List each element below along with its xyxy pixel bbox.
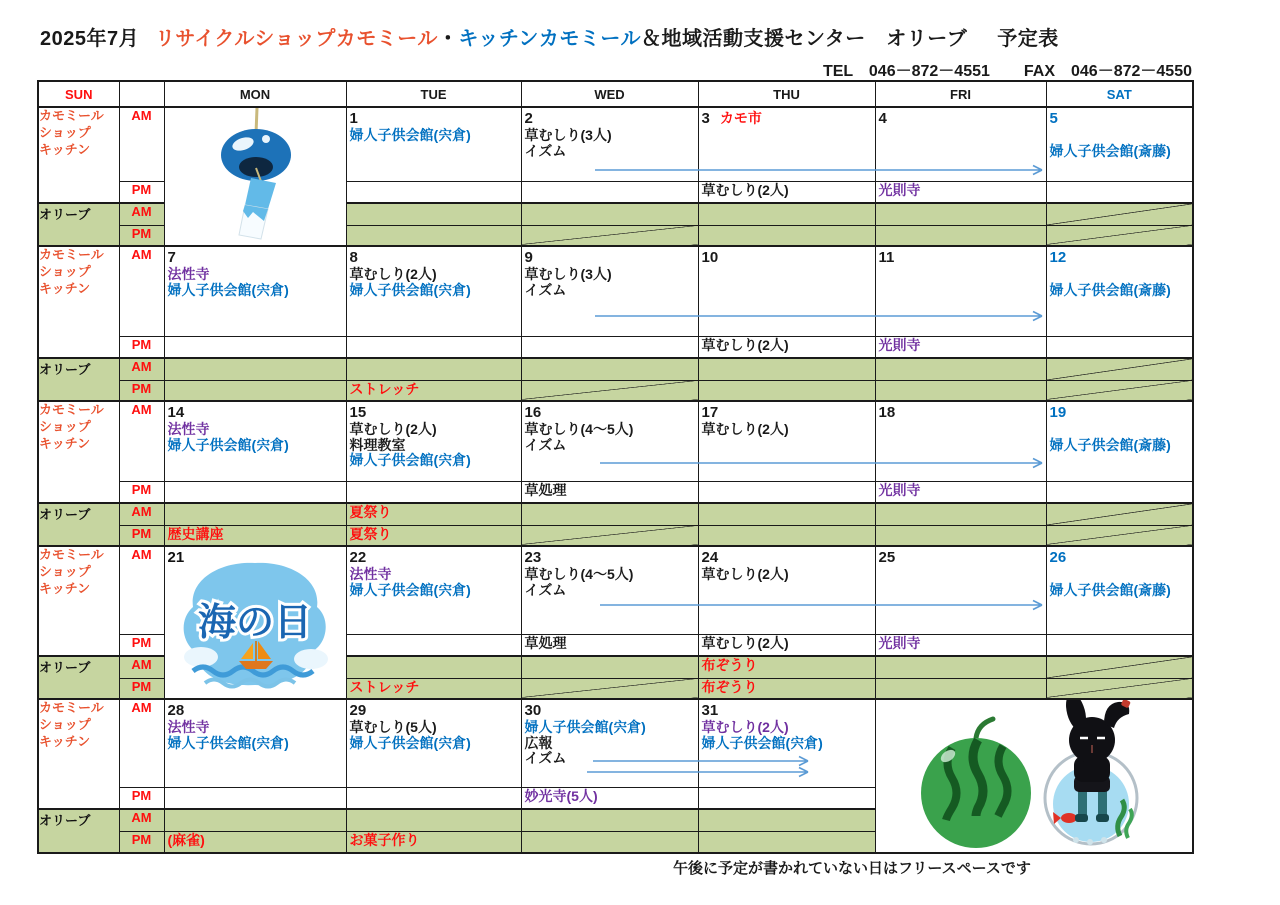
cell-day-30-olive-am: [521, 809, 698, 831]
event-text: 歴史講座: [167, 525, 224, 542]
ampm-label: PM: [119, 181, 164, 203]
day-number: 9: [524, 249, 533, 266]
day-number: 21: [167, 549, 185, 566]
day-number: 1: [349, 110, 358, 127]
day-number: 10: [701, 249, 719, 266]
ampm-label: PM: [119, 225, 164, 246]
title-kitchen-name: キッチンカモミール: [458, 28, 642, 50]
calendar-row: [38, 525, 1193, 546]
event-text: 婦人子供会館(宍倉): [167, 436, 289, 453]
cell-day-12-olive-pm: [1046, 380, 1193, 401]
day-number: 5: [1049, 110, 1058, 127]
event-text: イズム: [524, 142, 567, 159]
event-text: 草むしり(2人): [701, 719, 789, 735]
ampm-label: AM: [119, 203, 164, 225]
cell-day-1-olive-am: [346, 203, 521, 225]
weekday-header-thu: THU: [698, 81, 875, 107]
cell-day-23-am: [521, 546, 698, 634]
event-text: 婦人子供会館(斎藤): [1049, 581, 1171, 598]
cell-day-22-pm: [346, 634, 521, 656]
calendar-row: [38, 481, 1193, 503]
cell-day-5-am: [1046, 107, 1193, 181]
event-text: [1047, 422, 1193, 438]
event-text: お菓子作り: [349, 831, 420, 848]
day-number: 7: [167, 249, 176, 266]
cell-day-3-olive-pm: [698, 225, 875, 246]
event-text: 婦人子供会館(宍倉): [524, 719, 646, 735]
event-text: 草むしり(2人): [701, 336, 789, 353]
event-text: 婦人子供会館(宍倉): [349, 581, 471, 598]
cell-day-18-olive-am: [875, 503, 1046, 525]
cell-day-29-am: [346, 699, 521, 787]
cell-day-1-pm: [346, 181, 521, 203]
event-text: [1047, 128, 1193, 144]
cell-day-28-olive-pm: [164, 831, 346, 853]
cell-day-25-olive-am: [875, 656, 1046, 678]
cell-day-30-olive-pm: [521, 831, 698, 853]
event-text: 草むしり(2人): [701, 634, 789, 651]
ampm-label: PM: [119, 678, 164, 699]
event-text: ストレッチ: [349, 678, 420, 695]
cell-day-2-olive-pm: [521, 225, 698, 246]
svg-text:海の日: 海の日: [197, 602, 313, 644]
cell-day-19-am: [1046, 401, 1193, 481]
event-text: 草むしり(4～5人): [524, 421, 634, 437]
wind-chime-illustration: [164, 107, 346, 246]
cell-day-14-olive-pm: [164, 525, 346, 546]
page-title: [40, 22, 1059, 51]
event-text: 草処理: [524, 481, 567, 498]
event-text: 光則寺: [878, 181, 921, 198]
row-label-olive: オリーブ: [38, 203, 119, 246]
cell-day-31-olive-am: [698, 809, 875, 831]
cell-day-11-am: [875, 246, 1046, 336]
event-text: 法性寺: [349, 566, 392, 582]
day-number: 3 カモ市: [701, 110, 762, 127]
event-text: 布ぞうり: [701, 657, 758, 673]
event-text: 法性寺: [167, 719, 210, 735]
cell-day-18-olive-pm: [875, 525, 1046, 546]
cell-day-25-pm: [875, 634, 1046, 656]
cell-day-29-olive-pm: [346, 831, 521, 853]
cell-day-16-olive-am: [521, 503, 698, 525]
event-text: 婦人子供会館(宍倉): [349, 127, 471, 143]
summer-rabbit-watermelon-illustration: [875, 699, 1193, 853]
cell-day-14-olive-am: [164, 503, 346, 525]
ampm-label: AM: [119, 809, 164, 831]
event-text: 婦人子供会館(宍倉): [349, 452, 471, 468]
event-text: イズム: [524, 436, 567, 453]
cell-day-29-pm: [346, 787, 521, 809]
cell-day-16-olive-pm: [521, 525, 698, 546]
cell-day-7-olive-am: [164, 358, 346, 380]
event-text: ストレッチ: [349, 380, 420, 397]
event-text: 布ぞうり: [701, 678, 758, 695]
weekday-header-ampm-col: [119, 81, 164, 107]
event-text: イズム: [524, 750, 567, 766]
fax-number: FAX 046－872－4550: [1023, 63, 1192, 80]
cell-day-23-olive-pm: [521, 678, 698, 699]
cell-day-26-am: [1046, 546, 1193, 634]
day-number: 30: [524, 702, 542, 719]
cell-day-8-olive-pm: [346, 380, 521, 401]
event-text: 草むしり(3人): [524, 266, 612, 282]
event-text: 婦人子供会館(宍倉): [167, 281, 289, 298]
cell-day-24-olive-am: [698, 656, 875, 678]
weekday-header-mon: MON: [164, 81, 346, 107]
cell-day-8-pm: [346, 336, 521, 358]
row-label-olive: オリーブ: [38, 809, 119, 853]
event-text: 光則寺: [878, 481, 921, 498]
ampm-label: AM: [119, 358, 164, 380]
cell-day-8-am: [346, 246, 521, 336]
event-text: 夏祭り: [349, 504, 392, 520]
cell-day-7-olive-pm: [164, 380, 346, 401]
cell-day-22-am: [346, 546, 521, 634]
cell-day-2-pm: [521, 181, 698, 203]
event-text: 草むしり(2人): [701, 181, 789, 198]
cell-day-15-olive-am: [346, 503, 521, 525]
cell-day-16-am: [521, 401, 698, 481]
ampm-label: AM: [119, 656, 164, 678]
cell-day-30-am: [521, 699, 698, 787]
event-text: イズム: [524, 581, 567, 598]
ampm-label: AM: [119, 546, 164, 634]
cell-day-18-am: [875, 401, 1046, 481]
ampm-label: PM: [119, 525, 164, 546]
event-text: 婦人子供会館(斎藤): [1049, 436, 1171, 453]
cell-day-10-pm: [698, 336, 875, 358]
row-label-chamomile-shop-kitchen: カモミール ショップ キッチン: [38, 401, 119, 503]
event-text: 婦人子供会館(宍倉): [167, 734, 289, 751]
cell-day-23-pm: [521, 634, 698, 656]
calendar-row: [38, 546, 1193, 634]
cell-day-26-pm: [1046, 634, 1193, 656]
row-label-chamomile-shop-kitchen: カモミール ショップ キッチン: [38, 546, 119, 656]
cell-day-26-olive-am: [1046, 656, 1193, 678]
row-label-chamomile-shop-kitchen: カモミール ショップ キッチン: [38, 699, 119, 809]
cell-day-5-pm: [1046, 181, 1193, 203]
calendar-row: [38, 401, 1193, 481]
event-text: 妙光寺(5人): [524, 787, 598, 804]
calendar-row: [38, 246, 1193, 336]
cell-day-4-pm: [875, 181, 1046, 203]
cell-day-14-am: [164, 401, 346, 481]
day-number: 4: [878, 110, 887, 127]
cell-day-29-olive-am: [346, 809, 521, 831]
marine-day-illustration: [164, 546, 346, 699]
event-text: 夏祭り: [349, 525, 392, 542]
marine-day-icon: [165, 547, 345, 698]
cell-day-12-pm: [1046, 336, 1193, 358]
cell-day-19-olive-pm: [1046, 525, 1193, 546]
day-number: 8: [349, 249, 358, 266]
calendar-row: [38, 358, 1193, 380]
event-text: 婦人子供会館(宍倉): [349, 734, 471, 751]
row-label-chamomile-shop-kitchen: カモミール ショップ キッチン: [38, 246, 119, 358]
cell-day-10-am: [698, 246, 875, 336]
day-number: 23: [524, 549, 542, 566]
cell-day-12-olive-am: [1046, 358, 1193, 380]
cell-day-10-olive-am: [698, 358, 875, 380]
title-separator: ・: [437, 28, 459, 50]
cell-day-15-pm: [346, 481, 521, 503]
event-text: 草むしり(2人): [349, 421, 437, 437]
ampm-label: PM: [119, 634, 164, 656]
cell-day-22-olive-am: [346, 656, 521, 678]
calendar-row: [38, 699, 1193, 787]
cell-day-4-olive-pm: [875, 225, 1046, 246]
cell-day-9-olive-am: [521, 358, 698, 380]
cell-day-19-pm: [1046, 481, 1193, 503]
cell-day-14-pm: [164, 481, 346, 503]
cell-day-25-olive-pm: [875, 678, 1046, 699]
cell-day-17-pm: [698, 481, 875, 503]
event-text: 草むしり(2人): [701, 566, 789, 582]
cell-day-25-am: [875, 546, 1046, 634]
event-text: 草処理: [524, 634, 567, 651]
cell-day-28-olive-am: [164, 809, 346, 831]
cell-day-24-pm: [698, 634, 875, 656]
calendar-table: [37, 80, 1194, 854]
cell-day-12-am: [1046, 246, 1193, 336]
row-label-olive: オリーブ: [38, 656, 119, 699]
cell-day-30-pm: [521, 787, 698, 809]
cell-day-5-olive-am: [1046, 203, 1193, 225]
cell-day-17-am: [698, 401, 875, 481]
row-label-chamomile-shop-kitchen: カモミール ショップ キッチン: [38, 107, 119, 203]
ampm-label: AM: [119, 246, 164, 336]
event-text: 草むしり(5人): [349, 719, 437, 735]
event-text: (麻雀): [167, 831, 205, 848]
cell-day-11-pm: [875, 336, 1046, 358]
cell-day-4-olive-am: [875, 203, 1046, 225]
weekday-header-wed: WED: [521, 81, 698, 107]
cell-day-17-olive-am: [698, 503, 875, 525]
cell-day-2-olive-am: [521, 203, 698, 225]
cell-day-15-am: [346, 401, 521, 481]
day-number: 14: [167, 404, 185, 421]
calendar-row: [38, 107, 1193, 181]
ampm-label: PM: [119, 831, 164, 853]
title-center-name: ＆地域活動支援センター オリーブ: [641, 28, 968, 50]
cell-day-18-pm: [875, 481, 1046, 503]
day-number: 18: [878, 404, 896, 421]
day-number: 15: [349, 404, 367, 421]
event-text: [1047, 567, 1193, 583]
day-number: 17: [701, 404, 719, 421]
cell-day-5-olive-pm: [1046, 225, 1193, 246]
cell-day-28-am: [164, 699, 346, 787]
cell-day-24-am: [698, 546, 875, 634]
event-text: 婦人子供会館(斎藤): [1049, 142, 1171, 159]
event-text: 法性寺: [167, 421, 210, 437]
cell-day-10-olive-pm: [698, 380, 875, 401]
cell-day-17-olive-pm: [698, 525, 875, 546]
day-number-note: カモ市: [719, 110, 762, 126]
day-number: 26: [1049, 549, 1067, 566]
event-text: 料理教室: [349, 436, 406, 453]
cell-day-22-olive-pm: [346, 678, 521, 699]
cell-day-9-pm: [521, 336, 698, 358]
cell-day-23-olive-am: [521, 656, 698, 678]
event-text: 草むしり(4～5人): [524, 566, 634, 582]
event-text: イズム: [524, 281, 567, 298]
day-number: 19: [1049, 404, 1067, 421]
calendar-row: [38, 380, 1193, 401]
cell-day-31-olive-pm: [698, 831, 875, 853]
weekday-header-fri: FRI: [875, 81, 1046, 107]
event-text: 草むしり(2人): [349, 266, 437, 282]
cell-day-9-am: [521, 246, 698, 336]
cell-day-3-am: [698, 107, 875, 181]
ampm-label: AM: [119, 699, 164, 787]
day-number: 28: [167, 702, 185, 719]
weekday-header-sat: SAT: [1046, 81, 1193, 107]
cell-day-11-olive-pm: [875, 380, 1046, 401]
event-text: 光則寺: [878, 634, 921, 651]
contact-info: [823, 58, 1192, 81]
day-number: 24: [701, 549, 719, 566]
event-text: 草むしり(2人): [701, 421, 789, 437]
cell-day-31-pm: [698, 787, 875, 809]
day-number: 22: [349, 549, 367, 566]
event-text: [1047, 267, 1193, 283]
cell-day-19-olive-am: [1046, 503, 1193, 525]
title-recycle-shop-name: リサイクルショップカモミール: [155, 28, 438, 50]
footnote: 午後に予定が書かれていない日はフリースペースです: [673, 860, 1031, 877]
day-number: 16: [524, 404, 542, 421]
event-text: 草むしり(3人): [524, 127, 612, 143]
row-label-olive: オリーブ: [38, 503, 119, 546]
day-number: 31: [701, 702, 719, 719]
day-number: 2: [524, 110, 533, 127]
cell-day-15-olive-pm: [346, 525, 521, 546]
event-text: 婦人子供会館(宍倉): [701, 734, 823, 751]
title-suffix: 予定表: [997, 28, 1059, 50]
cell-day-26-olive-pm: [1046, 678, 1193, 699]
ampm-label: PM: [119, 380, 164, 401]
cell-day-7-am: [164, 246, 346, 336]
tel-number: TEL 046－872－4551: [822, 63, 990, 80]
event-text: 婦人子供会館(斎藤): [1049, 281, 1171, 298]
day-number: 25: [878, 549, 896, 566]
row-label-olive: オリーブ: [38, 358, 119, 401]
title-month: 2025年7月: [40, 28, 140, 50]
cell-day-28-pm: [164, 787, 346, 809]
cell-day-3-pm: [698, 181, 875, 203]
weekday-header-tue: TUE: [346, 81, 521, 107]
cell-day-31-am: [698, 699, 875, 787]
ampm-label: PM: [119, 481, 164, 503]
event-text: 法性寺: [167, 266, 210, 282]
cell-day-4-am: [875, 107, 1046, 181]
cell-day-24-olive-pm: [698, 678, 875, 699]
day-number: 29: [349, 702, 367, 719]
cell-day-9-olive-pm: [521, 380, 698, 401]
ampm-label: PM: [119, 787, 164, 809]
ampm-label: AM: [119, 503, 164, 525]
cell-day-3-olive-am: [698, 203, 875, 225]
cell-day-2-am: [521, 107, 698, 181]
day-number: 12: [1049, 249, 1067, 266]
event-text: 婦人子供会館(宍倉): [349, 281, 471, 298]
wind-chime-icon: [165, 108, 345, 245]
cell-day-7-pm: [164, 336, 346, 358]
cell-day-1-olive-pm: [346, 225, 521, 246]
cell-day-16-pm: [521, 481, 698, 503]
cell-day-1-am: [346, 107, 521, 181]
weekday-header-sun: SUN: [38, 81, 119, 107]
ampm-label: AM: [119, 401, 164, 481]
ampm-label: AM: [119, 107, 164, 181]
event-text: 広報: [524, 734, 553, 751]
day-number: 11: [878, 249, 895, 266]
cell-day-8-olive-am: [346, 358, 521, 380]
calendar-row: [38, 336, 1193, 358]
event-text: 光則寺: [878, 336, 921, 353]
ampm-label: PM: [119, 336, 164, 358]
watermelon-and-rabbit-in-fishbowl-icon: [876, 700, 1192, 850]
cell-day-11-olive-am: [875, 358, 1046, 380]
calendar-row: [38, 503, 1193, 525]
